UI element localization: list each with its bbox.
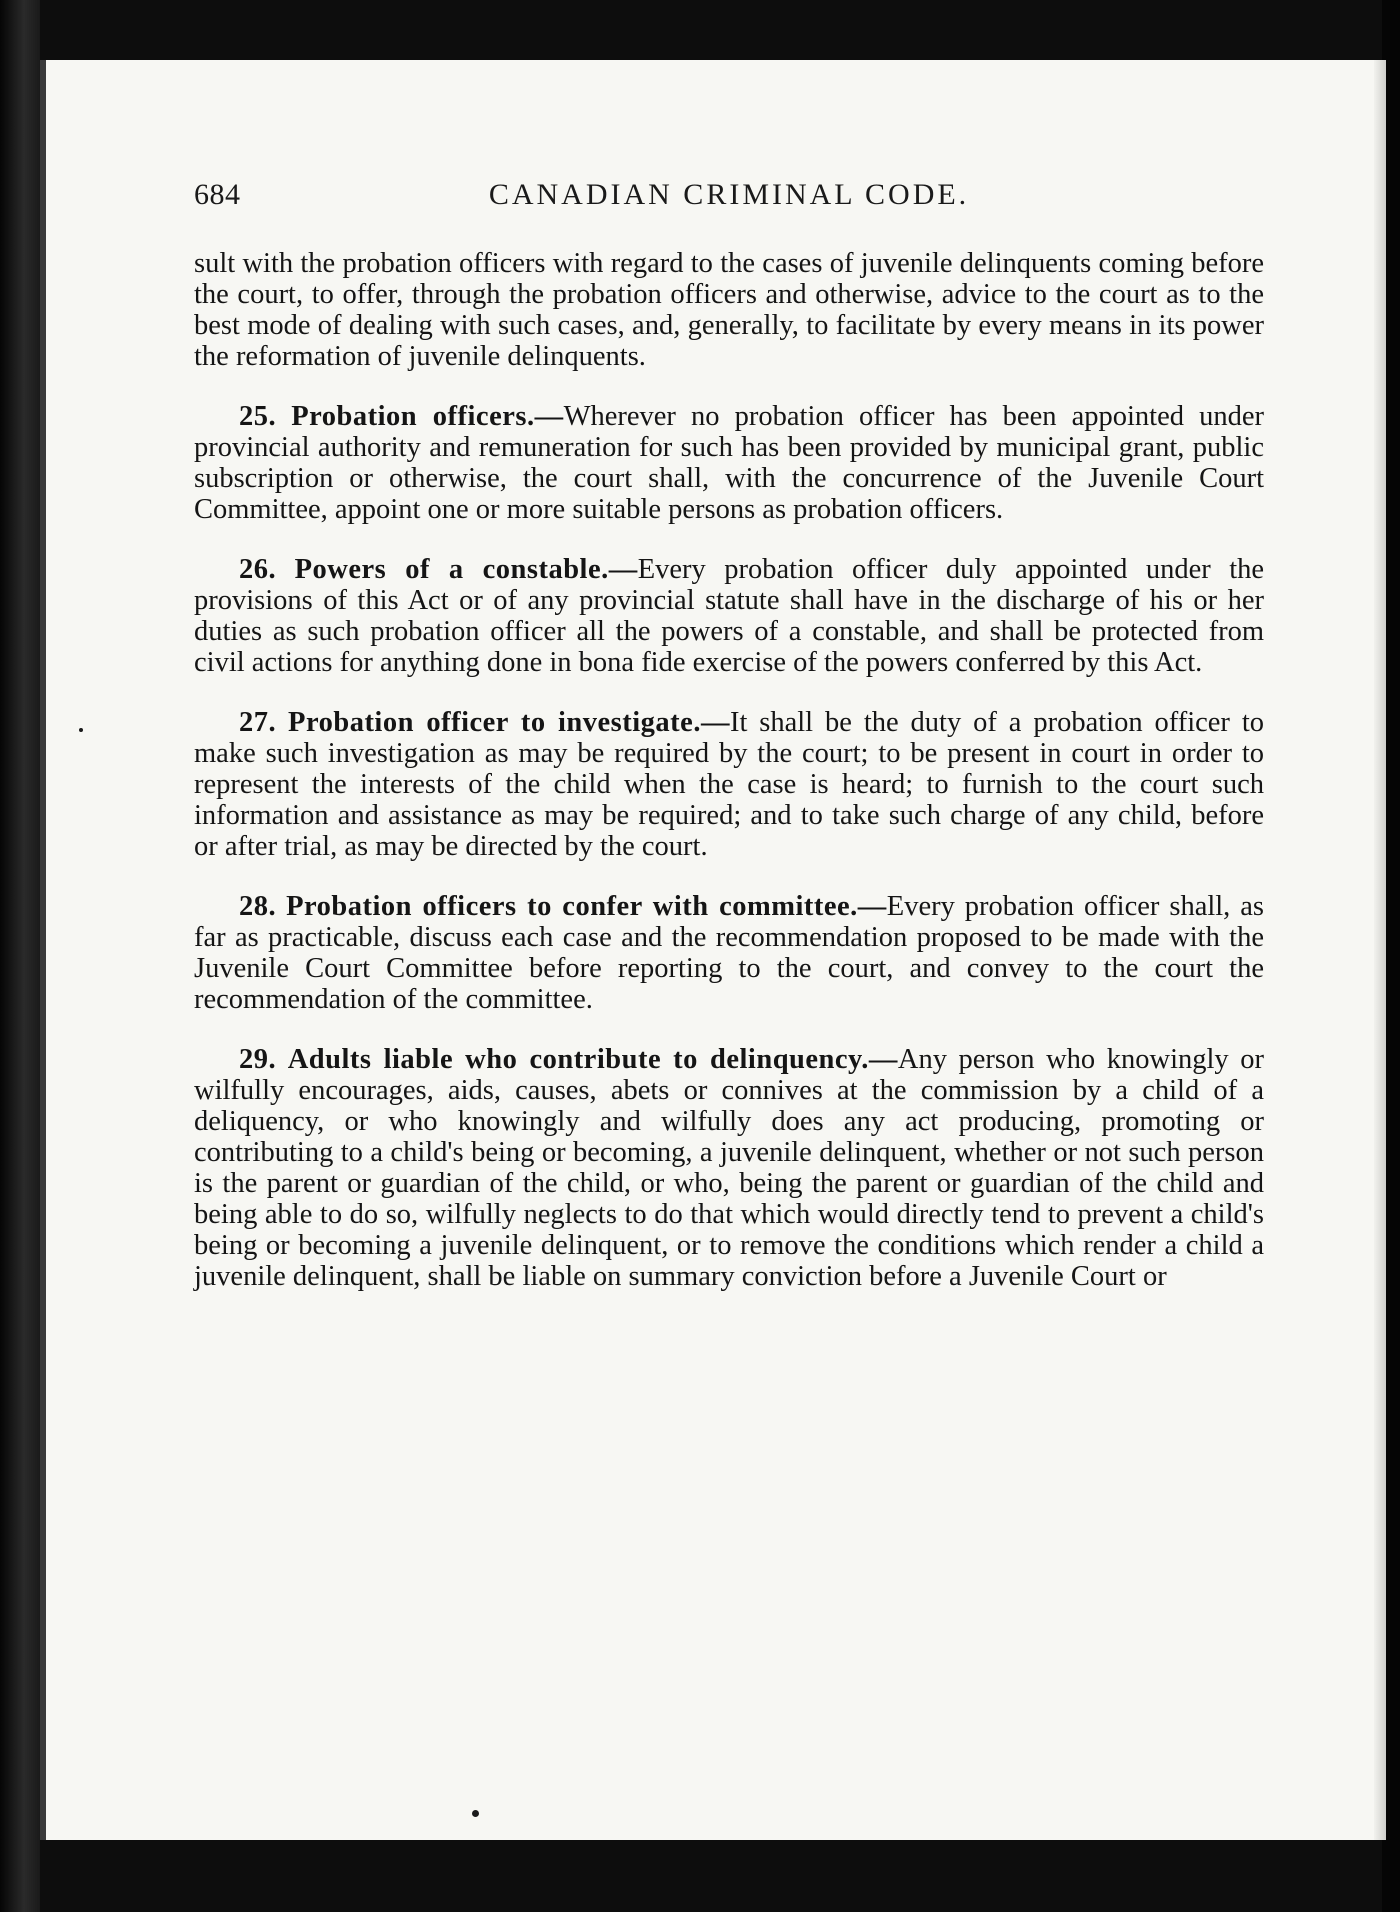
- section-number: 26.: [239, 554, 277, 585]
- book-spine-edge: [0, 0, 40, 1912]
- section-number: 28.: [239, 891, 277, 922]
- book-page: [40, 60, 1386, 1840]
- section-26: [194, 554, 1264, 678]
- section-text: Any person who knowingly or wilfully encourages, aids, causes, abets or connives at the commission by a child of a deliquency, or who knowingly and wilfully does any act producing, promoting or contributing to a child's being or becoming, a juvenile delinquent, whether or not such person is the parent or guardian of the child, or who, being the parent or guardian of the child and being able to do so, wilfully neglects to do that which would directly tend to prevent a child's being or becoming a juvenile delinquent, or to remove the conditions which render a child a juvenile delinquent, shall be liable on summary conviction before a Juvenile Court or: [194, 1044, 1265, 1292]
- section-heading: Probation officers to confer with committee.—: [286, 891, 887, 922]
- section-text: Every probation officer duly appointed under the provisions of this Act or of any provincial statute shall have in the discharge of his or her duties as such probation officer all the powers of a constable, and shall be protected from civil actions for anything done in bona fide exercise of the powers conferred by this Act.: [194, 554, 1265, 678]
- ink-speck: [79, 728, 83, 732]
- section-heading: Powers of a constable.—: [294, 554, 638, 585]
- page-number: 684: [194, 178, 241, 211]
- section-27: [194, 707, 1264, 862]
- section-text: Wherever no probation officer has been appointed under provincial authority and remuneration for such has been provided by municipal grant, public subscription or otherwise, the court shall, with the concurrence of the Juvenile Court Committee, appoint one or more suitable persons as probation officers.: [194, 401, 1264, 525]
- section-text: It shall be the duty of a probation officer to make such investigation as may be required by the court; to be present in court in order to represent the interests of the child when the case is heard; to furnish to the court such information and assistance as may be required; and to take such charge of any child, before or after trial, as may be directed by the court.: [194, 707, 1264, 862]
- section-heading: Probation officer to investigate.—: [288, 707, 730, 738]
- page-edge-shadow: [1374, 60, 1386, 1840]
- section-28: [194, 891, 1264, 1015]
- ink-speck: [472, 1810, 479, 1817]
- section-number: 29.: [239, 1044, 277, 1075]
- continuation-paragraph: sult with the probation officers with regard to the cases of juvenile delinquents coming before the court, to offer, through the probation officers and otherwise, advice to the court as to the best mode of dealing with such cases, and, generally, to facilitate by every means in its power the reformation of juvenile delinquents.: [194, 248, 1264, 372]
- section-heading: Adults liable who contribute to delinquency.—: [287, 1044, 898, 1075]
- section-25: [194, 401, 1264, 525]
- section-number: 25.: [239, 401, 277, 432]
- section-29: [194, 1044, 1264, 1292]
- section-heading: Probation officers.—: [291, 401, 564, 432]
- page-header: [194, 178, 1264, 228]
- section-number: 27.: [239, 707, 277, 738]
- running-title: CANADIAN CRIMINAL CODE.: [488, 178, 970, 211]
- page-body: [194, 248, 1264, 1321]
- section-text: Every probation officer shall, as far as practicable, discuss each case and the recommendation proposed to be made with the Juvenile Court Committee before reporting to the court, and convey to the court the recommendation of the committee.: [194, 891, 1265, 1015]
